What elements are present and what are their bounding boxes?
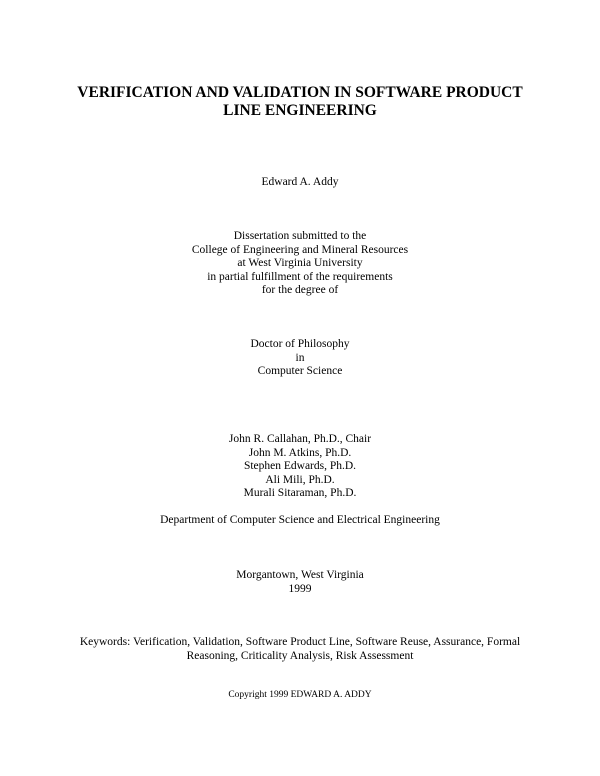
submission-statement	[0, 230, 600, 298]
submission-line: College of Engineering and Mineral Resources	[191, 243, 409, 256]
dissertation-title	[0, 84, 600, 120]
degree-line: in	[295, 351, 305, 364]
location-line: Morgantown, West Virginia	[236, 569, 364, 581]
department-name	[0, 514, 600, 528]
location-and-year	[0, 569, 600, 596]
submission-line: Dissertation submitted to the	[233, 230, 367, 242]
degree-line: Doctor of Philosophy	[250, 338, 350, 350]
committee-member: Stephen Edwards, Ph.D.	[243, 460, 357, 472]
title-line: LINE ENGINEERING	[223, 102, 377, 119]
committee-member: John M. Atkins, Ph.D.	[248, 446, 352, 459]
submission-line: for the degree of	[261, 284, 339, 296]
keywords-line: Keywords: Verification, Validation, Software Product Line, Software Reuse, Assurance, Formal	[79, 636, 521, 648]
copyright-notice	[0, 689, 600, 701]
degree-statement	[0, 338, 600, 379]
author-line: Edward A. Addy	[261, 176, 339, 188]
committee-member: Murali Sitaraman, Ph.D.	[243, 487, 357, 499]
committee-member: John R. Callahan, Ph.D., Chair	[228, 433, 372, 445]
keywords	[70, 636, 530, 663]
title-line: VERIFICATION AND VALIDATION IN SOFTWARE PRODUCT	[77, 84, 523, 101]
keywords-line: Reasoning, Criticality Analysis, Risk Assessment	[186, 649, 414, 662]
degree-line: Computer Science	[257, 365, 343, 377]
author-name	[0, 176, 600, 190]
year-line: 1999	[288, 582, 312, 595]
committee-member: Ali Mili, Ph.D.	[265, 473, 335, 486]
submission-line: in partial fulfillment of the requirements	[207, 270, 393, 283]
committee-list	[0, 433, 600, 501]
copyright-line: Copyright 1999 EDWARD A. ADDY	[228, 690, 372, 700]
department-line: Department of Computer Science and Electrical Engineering	[160, 514, 440, 526]
submission-line: at West Virginia University	[237, 257, 363, 269]
